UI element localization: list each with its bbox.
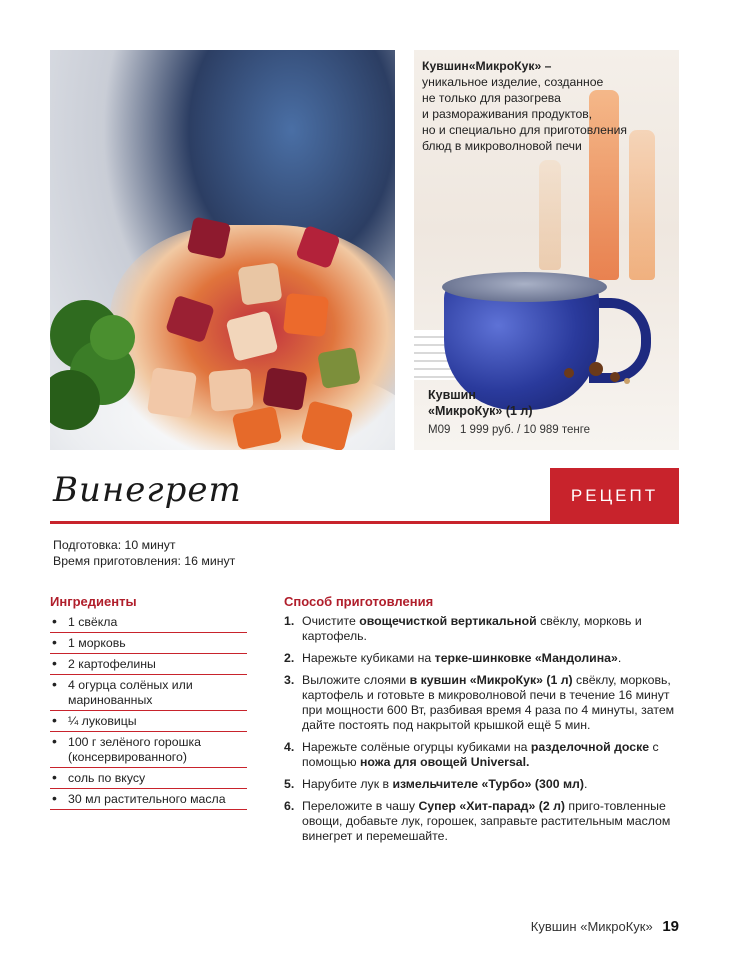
ingredient-item: • соль по вкусу — [50, 768, 247, 789]
cook-time: Время приготовления: 16 минут — [53, 554, 236, 568]
callout-line: уникальное изделие, созданное — [422, 75, 604, 89]
ingredients-heading: Ингредиенты — [50, 594, 137, 609]
ingredient-item: • 100 г зелёного горошка (консервированного) — [50, 732, 247, 768]
step-emphasis: Супер «Хит-парад» (2 л) — [418, 799, 566, 813]
step-text: Нарежьте кубиками на — [302, 651, 435, 665]
step-text: . — [583, 777, 588, 791]
step-text: приго-товленные овощи, добавьте лук, горошек, заправьте растительным маслом винегрет и перемешайте. — [302, 799, 671, 843]
jug-lid-shape — [442, 272, 607, 302]
step-number: 4. — [284, 740, 295, 754]
step-text: Выложите слоями — [302, 673, 410, 687]
salad-photo — [50, 50, 395, 450]
step-text: свёклу, морковь, картофель и готовьте в микроволновой печи в течение 16 минут при мощности 600 Вт, разбивая время 4 раза по 4 минуты, затем дайте постоять под накрытой крышкой ещё 5 мин. — [302, 673, 675, 732]
step-number: 5. — [284, 777, 295, 791]
step-emphasis: овощечисткой вертикальной — [359, 614, 537, 628]
step-text: Нарубите лук в — [302, 777, 393, 791]
step-emphasis: терке-шинковке «Мандолина» — [434, 651, 618, 665]
method-step — [284, 651, 679, 666]
ingredient-item: • ¼ луковицы — [50, 711, 247, 732]
footer-section: Кувшин «МикроКук» — [530, 919, 653, 934]
ingredient-item: • 1 морковь — [50, 633, 247, 654]
callout-title: Кувшин«МикроКук» – — [422, 59, 552, 73]
step-emphasis: ножа для овощей Universal. — [359, 755, 530, 769]
title-divider — [50, 521, 550, 524]
recipe-tag: РЕЦЕПТ — [550, 468, 679, 524]
ingredients-list — [50, 612, 247, 810]
method-steps — [284, 614, 679, 851]
method-heading: Способ приготовления — [284, 594, 434, 609]
method-step — [284, 614, 679, 644]
method-step — [284, 740, 679, 770]
step-text: с помощью — [302, 740, 659, 769]
method-step — [284, 799, 679, 844]
callout-line: блюд в микроволновой печи — [422, 139, 582, 153]
recipe-title: Винегрет — [53, 470, 242, 510]
product-name-line2: «МикроКук» (1 л) — [428, 404, 533, 418]
ingredient-item: • 30 мл растительного масла — [50, 789, 247, 810]
prep-time: Подготовка: 10 минут — [53, 538, 176, 552]
product-name-line1: Кувшин — [428, 388, 476, 402]
step-emphasis: измельчителе «Турбо» (300 мл) — [392, 777, 584, 791]
product-code: M09 — [428, 424, 451, 436]
callout-line: не только для разогрева — [422, 91, 561, 105]
page-number: 19 — [662, 918, 679, 935]
step-text: Очистите — [302, 614, 360, 628]
step-emphasis: разделочной доске — [530, 740, 650, 754]
callout-line: но и специально для приготовления — [422, 123, 628, 137]
method-step — [284, 673, 679, 733]
product-price: 1 999 руб. / 10 989 тенге — [459, 424, 591, 436]
product-caption — [428, 387, 590, 438]
product-code-price — [428, 422, 590, 438]
step-number: 6. — [284, 799, 295, 813]
step-text: Нарежьте солёные огурцы кубиками на — [302, 740, 531, 754]
step-number: 2. — [284, 651, 295, 665]
step-text: Переложите в чашу — [302, 799, 419, 813]
ingredient-item: • 4 огурца солёных или маринованных — [50, 675, 247, 711]
step-emphasis: в кувшин «МикроКук» (1 л) — [409, 673, 573, 687]
page-footer — [531, 918, 679, 935]
step-number: 1. — [284, 614, 295, 628]
method-step — [284, 777, 679, 792]
recipe-timing — [53, 537, 235, 569]
step-text: свёклу, морковь и картофель. — [302, 614, 642, 643]
product-callout — [422, 58, 672, 154]
ingredient-item: • 2 картофелины — [50, 654, 247, 675]
callout-line: и размораживания продуктов, — [422, 107, 593, 121]
step-text: . — [617, 651, 622, 665]
step-number: 3. — [284, 673, 295, 687]
ingredient-item: • 1 свёкла — [50, 612, 247, 633]
